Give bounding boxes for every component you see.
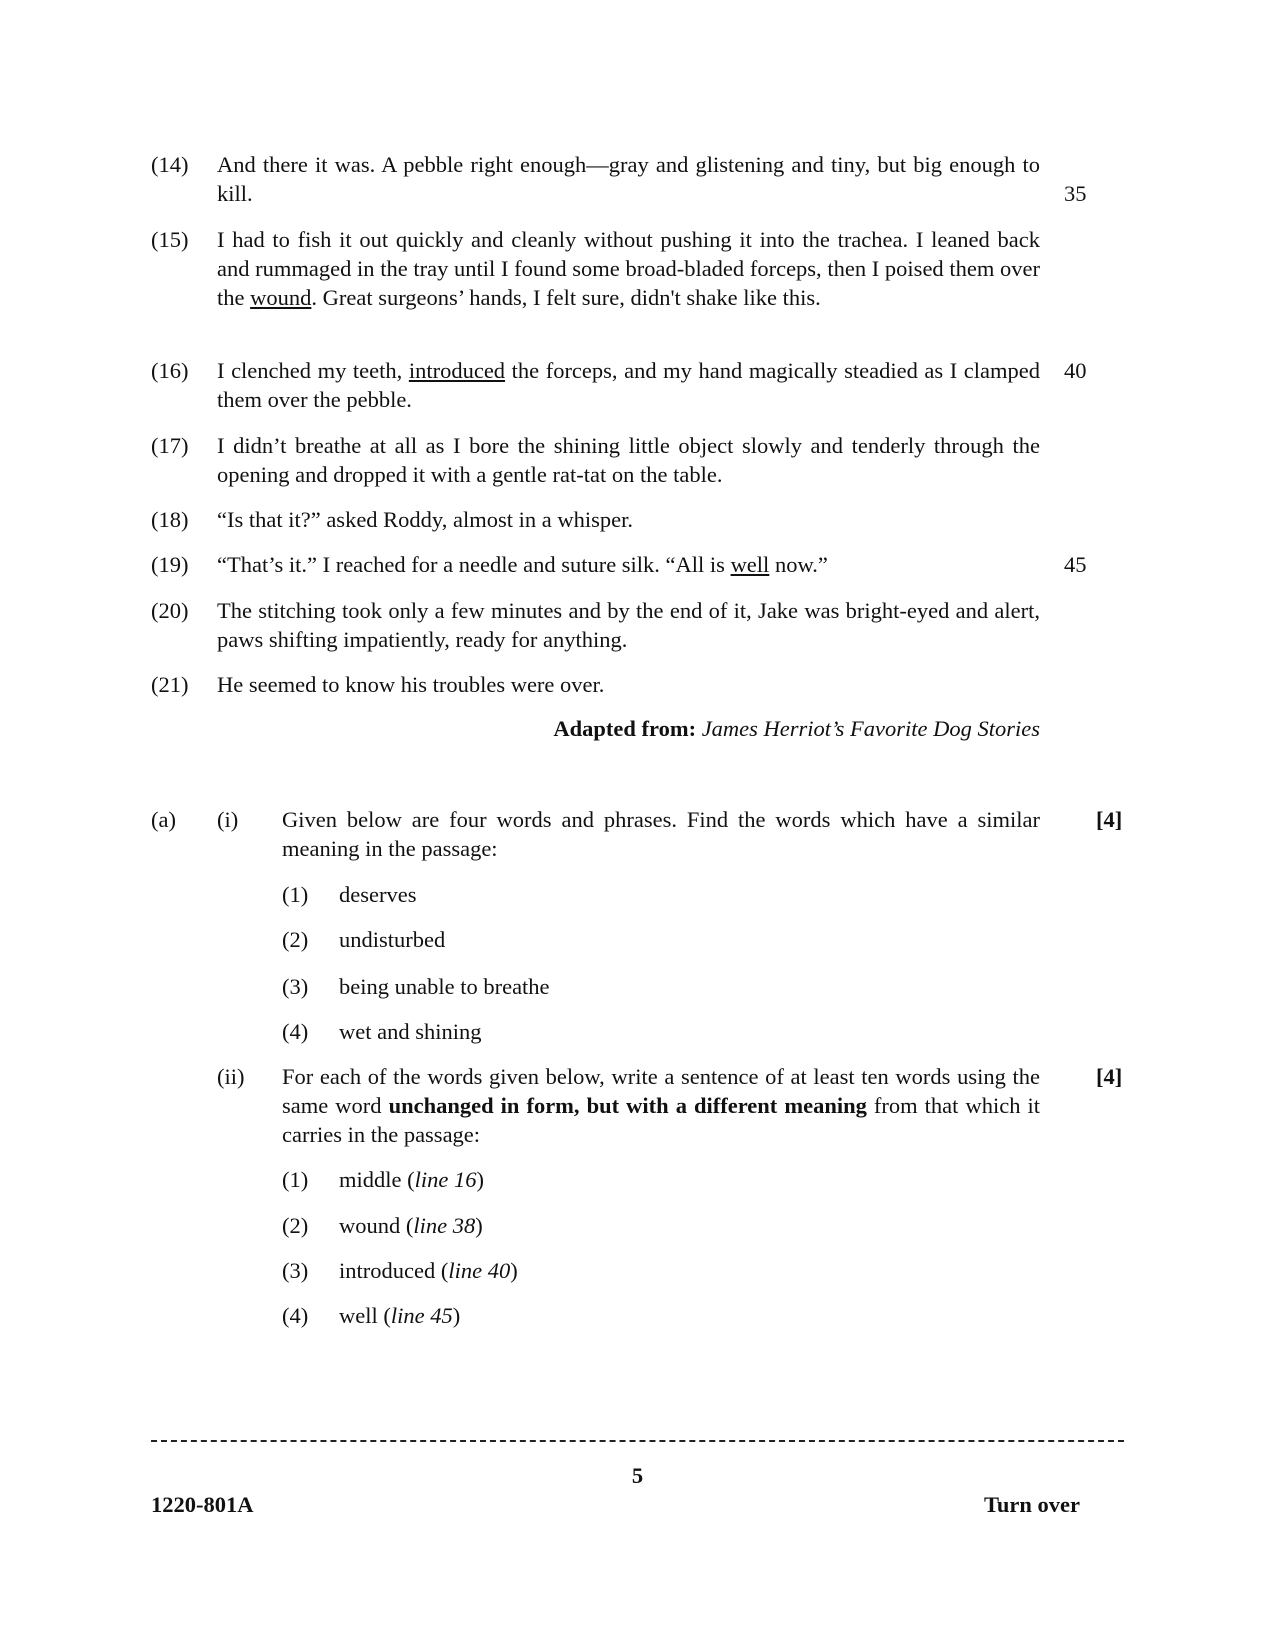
footer-divider — [151, 1440, 1124, 1442]
text: now.” — [769, 552, 828, 577]
turn-over-label: Turn over — [983, 1492, 1080, 1517]
text: “That’s it.” I reached for a needle and suture silk. “All is — [217, 552, 731, 577]
paragraph-number: (21) — [151, 672, 189, 697]
paragraph-text: I didn’t breathe at all as I bore the shining little object slowly and tenderly through the opening and dropped it with a gentle rat-tat on the table. — [217, 433, 1040, 487]
item-text: deserves — [339, 882, 417, 907]
underlined-word: wound — [250, 285, 312, 310]
paragraph-number: (17) — [151, 433, 189, 458]
item-text: wet and shining — [339, 1019, 482, 1044]
item-number: (3) — [282, 974, 309, 999]
line-number: 35 — [1064, 181, 1087, 206]
question-text — [282, 1062, 1040, 1149]
item-number: (1) — [282, 882, 309, 907]
question-text: Given below are four words and phrases. Find the words which have a similar meaning in the passage: — [282, 807, 1040, 861]
paragraph-text — [217, 550, 1040, 579]
text: . Great surgeons’ hands, I felt sure, didn't shake like this. — [311, 285, 821, 310]
line-reference: line 45 — [390, 1303, 453, 1328]
part-label: (ii) — [217, 1064, 245, 1089]
underlined-word: introduced — [408, 358, 506, 383]
word: wound — [339, 1213, 401, 1238]
paragraph-text: The stitching took only a few minutes and by the end of it, Jake was bright-eyed and alert, paws shifting impatiently, ready for anything. — [217, 598, 1040, 652]
paper-code: 1220-801A — [151, 1492, 254, 1517]
text: I clenched my teeth, — [217, 358, 409, 383]
item-number: (1) — [282, 1167, 309, 1192]
paragraph-text — [217, 225, 1040, 312]
line-reference: line 16 — [414, 1167, 477, 1192]
paragraph-number: (15) — [151, 227, 189, 252]
line-number: 45 — [1064, 552, 1087, 577]
item-number: (2) — [282, 1213, 309, 1238]
paragraph-text: And there it was. A pebble right enough—gray and glistening and tiny, but big enough to kill. — [217, 152, 1040, 206]
text: For each of the words given below, write a sentence of at least ten words using the same word — [282, 1064, 1040, 1118]
item-text: being unable to breathe — [339, 974, 550, 999]
word: middle — [339, 1167, 402, 1192]
paragraph-text — [217, 356, 1040, 414]
bold-text: unchanged in form, but with a different meaning — [388, 1093, 867, 1118]
item-number: (4) — [282, 1303, 309, 1328]
word: well — [339, 1303, 378, 1328]
paragraph-number: (16) — [151, 358, 189, 383]
source-title: James Herriot’s Favorite Dog Stories — [701, 716, 1040, 741]
paragraph-text: “Is that it?” asked Roddy, almost in a whisper. — [217, 507, 633, 532]
line-reference: line 40 — [448, 1258, 511, 1283]
paragraph-number: (20) — [151, 598, 189, 623]
underlined-word: well — [730, 552, 770, 577]
paragraph-number: (14) — [151, 152, 189, 177]
paragraph-text: He seemed to know his troubles were over. — [217, 672, 605, 697]
text: I had to fish it out quickly and cleanly without pushing it into the trachea. I leaned back and rummaged in the tray until I found some broad-bladed forceps, then I poised them over the — [217, 227, 1040, 310]
text: from that which it carries in the passage: — [282, 1093, 1040, 1147]
line-reference: line 38 — [413, 1213, 476, 1238]
marks: [4] — [1096, 807, 1123, 832]
part-label: (i) — [217, 807, 239, 832]
source-label: Adapted from: — [553, 716, 697, 741]
item-number: (3) — [282, 1258, 309, 1283]
marks: [4] — [1096, 1064, 1123, 1089]
page-number: 5 — [631, 1463, 644, 1488]
line-number: 40 — [1064, 358, 1087, 383]
question-label: (a) — [151, 807, 176, 832]
item-number: (4) — [282, 1019, 309, 1044]
item-number: (2) — [282, 927, 309, 952]
paragraph-number: (18) — [151, 507, 189, 532]
text: the forceps, and my hand magically steadied as I clamped them over the pebble. — [217, 358, 1040, 412]
paragraph-number: (19) — [151, 552, 189, 577]
item-text: undisturbed — [339, 927, 446, 952]
word: introduced — [339, 1258, 436, 1283]
